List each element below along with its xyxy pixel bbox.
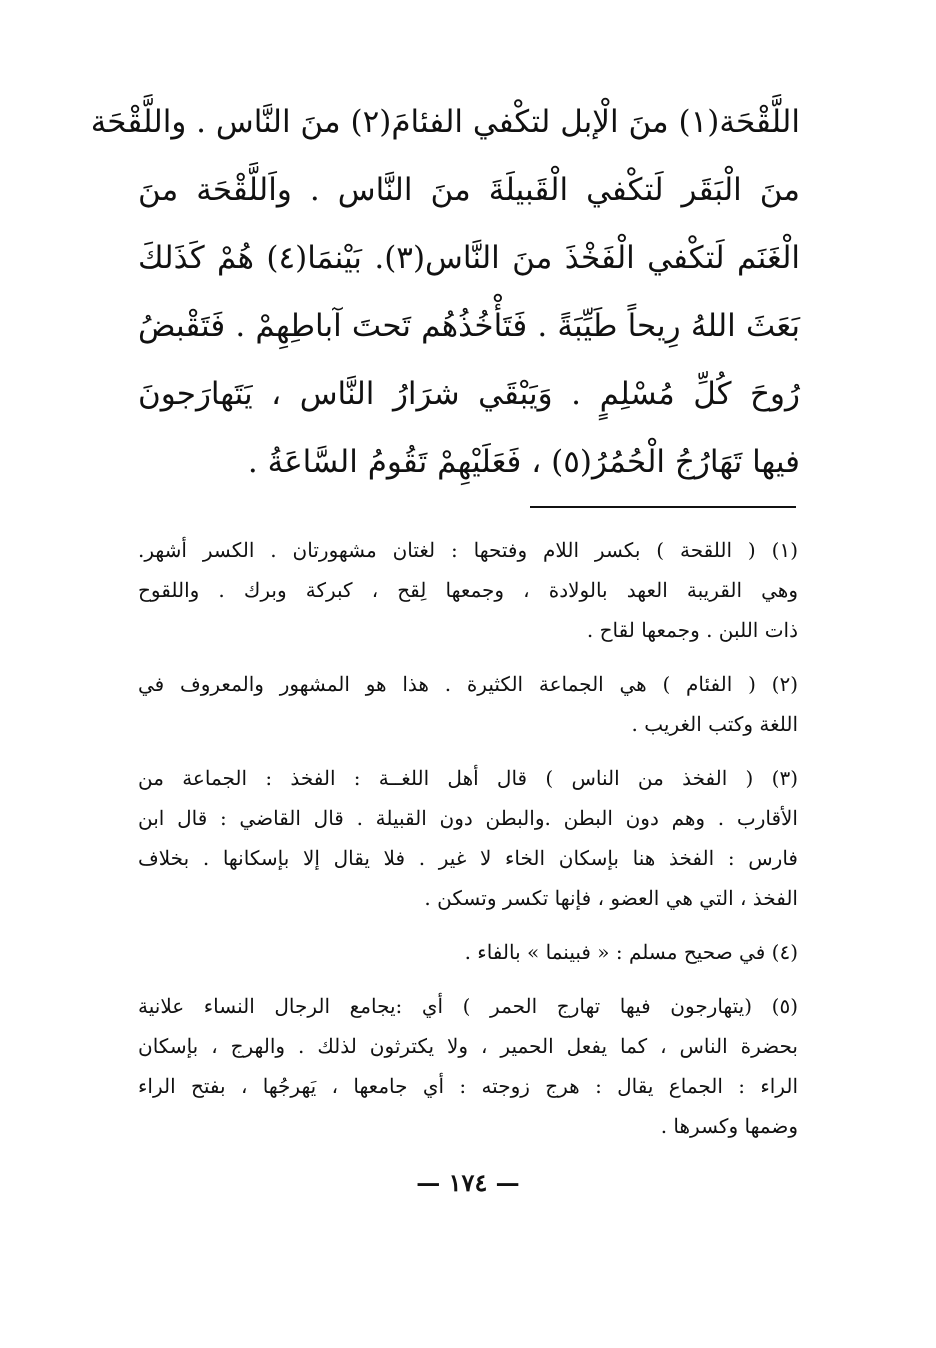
footnote-line: (٢) ( الفئام ) هي الجماعة الكثيرة . هذا هو المشهور والمعروف في	[138, 672, 798, 696]
footnote-separator	[530, 506, 796, 508]
footnote-line: الراء : الجماع يقال : هرج زوجته : أي جامعها ، يَهرجُها ، بفتح الراء	[138, 1074, 798, 1098]
footnote-line: (٥) (يتهارجون فيها تهارج الحمر ) أي :يجامع الرجال النساء علانية	[138, 994, 798, 1018]
footnote-line: وهي القريبة العهد بالولادة ، وجمعها لِقح ، كبركة وبرك . واللقوح	[138, 578, 798, 602]
page-number: — ١٧٤ —	[416, 1168, 520, 1197]
footnote-line: بحضرة الناس ، كما يفعل الحمير ، ولا يكترثون لذلك . والهرج ، بإسكان	[138, 1034, 798, 1058]
footnote-line: وضمها وكسرها .	[660, 1114, 798, 1138]
footnote-line: اللغة وكتب الغريب .	[631, 712, 798, 736]
hadith-text	[90, 88, 801, 496]
footnote-line: (٣) ( الفخذ من الناس ) قال أهل اللغــة : الفخذ : الجماعة من	[138, 766, 798, 790]
footnotes	[138, 530, 798, 1160]
text-line: الْغَنَم لَتكْفي الْفَخْذَ منَ النَّاس(٣). بَيْنمَا(٤) هُمْ كَذَلكَ	[138, 240, 801, 276]
footnote-line: فارس : الفخذ هنا بإسكان الخاء لا غير . فلا يقال إلا بإسكانها . بخلاف	[138, 846, 798, 870]
footnote-line: الأقارب . وهم دون البطن .والبطن دون القبيلة . قال القاضي : قال ابن	[138, 806, 798, 830]
footnote-4	[138, 932, 798, 972]
text-line: بَعَثَ اللهُ رِيحاً طَيِّبَةً . فَتَأْخُذُهُم تَحتَ آباطِهِمْ . فَتَقْبضُ	[138, 308, 800, 344]
footnote-line: الفخذ ، التي هي العضو ، فإنها تكسر وتسكن .	[424, 886, 798, 910]
footnote-line: (١) ( اللقحة ) بكسر اللام وفتحها : لغتان مشهورتان . الكسر أشهر.	[138, 538, 798, 562]
footnote-5	[138, 986, 798, 1146]
text-line: منَ الْبَقَر لَتكْفي الْقَبيلَةَ منَ النَّاس . واَللَّقْحَة منَ	[138, 172, 800, 208]
footnote-2	[138, 664, 798, 744]
footnote-line: (٤) في صحيح مسلم : « فبينما » بالفاء .	[464, 940, 798, 964]
footnote-1	[138, 530, 798, 650]
text-line: فيها تَهَارُجُ الْحُمُرُ(٥) ، فَعَلَيْهِمْ تَقُومُ السَّاعَةُ .	[247, 444, 800, 480]
footnote-line: ذات اللبن . وجمعها لقاح .	[586, 618, 798, 642]
text-line: اللَّقْحَة(١) منَ الْإبل لتكْفي الفئامَ(٢) منَ النَّاس . واللَّقْحَة	[90, 104, 800, 140]
text-line: رُوحَ كُلِّ مُسْلِمٍ . وَيَبْقَي شرَارُ النَّاس ، يَتَهارَجونَ	[138, 376, 800, 412]
footnote-3	[138, 758, 798, 918]
